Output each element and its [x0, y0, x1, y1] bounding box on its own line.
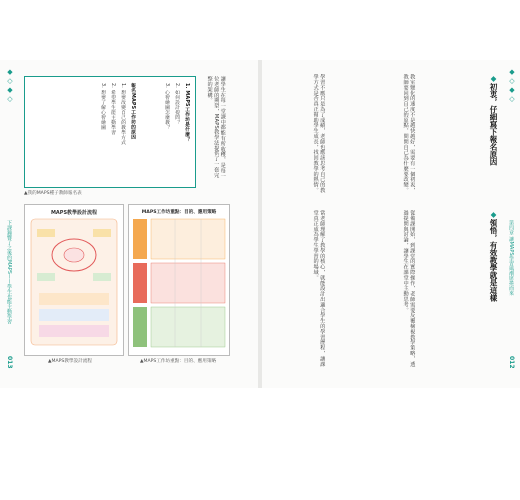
left-running-title: 下課鐘響了之後的MAPS——學生也能主動學習 — [6, 220, 12, 324]
decorative-dots-right: ◆◇◆◇ — [508, 68, 516, 104]
box-subheading: 報名MAPS工作坊的原因 — [130, 83, 135, 140]
box-question-2: 2. 如何設計提問？ — [174, 83, 179, 125]
section1-paragraph-2: 學習不應只是為了成績，老師也應該思考自己的教學方式是否真正幫助學生成長，找回教學的熱情。 — [312, 74, 326, 193]
table-graphic — [129, 215, 229, 355]
box-question-3: 3. 心智繪圖怎麼教？ — [164, 83, 169, 130]
reasons-box — [24, 76, 196, 188]
figure-table — [128, 204, 230, 356]
left-page-number: 013 — [6, 356, 13, 369]
section-heading-1: ◆初衷，仔細寫下報名原因 — [489, 74, 498, 166]
left-intro-paragraph: 讓學生在每一堂課中都能有所收穫，是每一位老師的期望，MAPS教學法提供了一套完整的架構。 — [206, 76, 226, 179]
right-page — [262, 60, 520, 388]
box-caption: ▲我的MAPS種子教師報名表 — [24, 191, 82, 196]
decorative-dots: ◆◇◆◇ — [6, 68, 14, 104]
heading-marker-icon-2: ◆ — [489, 210, 498, 219]
figure-flowchart — [24, 204, 124, 356]
section1-paragraph-1: 教室變化的速度不是越快越好，需要有一個初衷，教師要回到自己的原點，問問自己為什麼要改變。 — [402, 74, 416, 193]
section-heading-2: ◆領悟，有效教學就是這樣 — [489, 210, 498, 302]
box-reason-1: 1. 想要改變自己的教學方式 — [120, 83, 125, 145]
box-question-1: 1. MAPS工作坊是什麼？ — [184, 83, 189, 142]
section2-paragraph-1: 從備課開始，到課堂的實際操作，老師需要反覆檢視教學策略，透過提問與討論，讓學生在課堂中主動思考。 — [402, 210, 416, 367]
box-reason-3: 3. 想要了解心智繪圖 — [100, 83, 105, 130]
book-spread — [0, 60, 520, 388]
heading-marker-icon: ◆ — [489, 74, 498, 83]
right-running-title: 第四章 讓MAPS學習風潮席捲而來 — [508, 220, 514, 296]
right-page-number: 012 — [508, 356, 515, 369]
figure-flowchart-title: MAPS教學設計流程 — [50, 210, 98, 216]
figure-table-title: MAPS工作坊重點：目的、應用策略 — [141, 210, 217, 215]
section2-paragraph-2: 當老師理解了教學的核心，就能設計出適合學生的學習歷程，讓課堂真正成為學生學習的場域。 — [312, 210, 326, 367]
left-page — [0, 60, 258, 388]
figure-flowchart-caption: ▲MAPS教學設計流程 — [48, 359, 92, 364]
figure-table-caption: ▲MAPS工作坊重點：目的、應用策略 — [140, 359, 217, 364]
flowchart-graphic — [25, 215, 123, 355]
box-reason-2: 2. 希望學生能主動學習 — [110, 83, 115, 135]
